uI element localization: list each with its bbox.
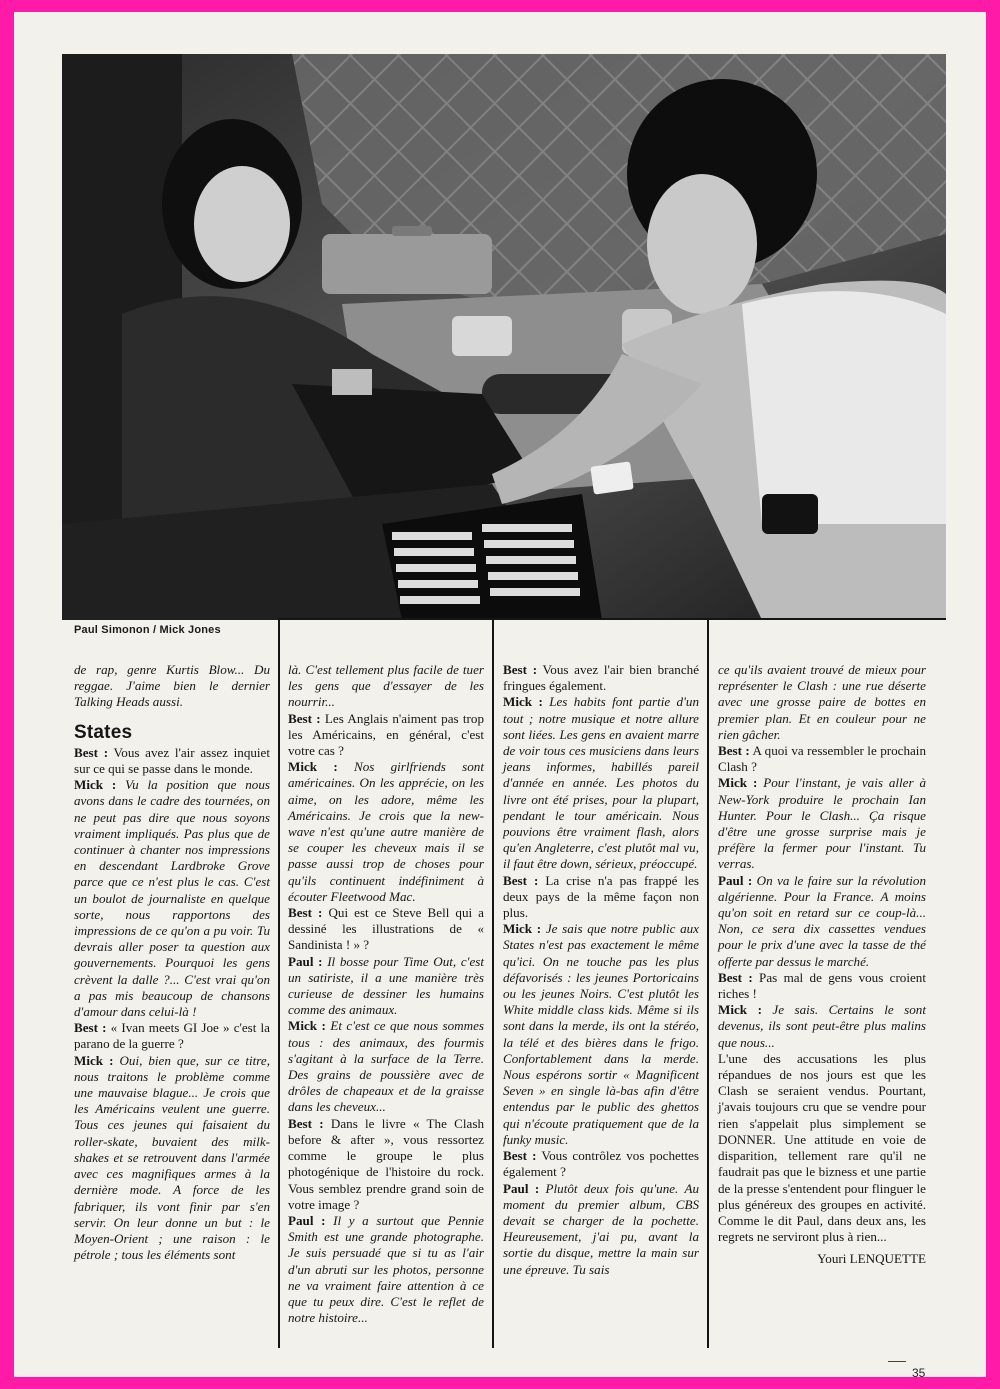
answer-text: Oui, bien que, sur ce titre, nous traitons le problème comme une mauvaise blague... Je crois que les Américains veulent une guerre. Tous ces jeunes qui faisaient du roller-skate, buvaient des milk-shakes et se retrouvent dans l'armée avec ces magnifiques armes à la dernière mode. A force de les fabriquer, ils vont finir par s'en servir. On leur donne un but : le Moyen-Orient ; une raison : le pétrole ; tous les éléments sont [74, 1052, 270, 1263]
column-rule-1 [278, 618, 280, 1348]
answer-text: Je sais. Certains le sont devenus, ils sont peut-être plus malins que nous... [718, 1002, 926, 1050]
question-text: Qui est ce Steve Bell qui a dessiné les illustrations de « Sandinista ! » ? [288, 905, 484, 953]
question-text: Vous contrôlez vos pochettes également ? [503, 1148, 699, 1180]
question-text: « Ivan meets GI Joe » c'est la parano de la guerre ? [74, 1020, 270, 1052]
column-rule-2 [492, 618, 494, 1348]
answer-text: Pour l'instant, je vais aller à New-York produire le prochain Ian Hunter. Pour le Clash... Ça risque d'être une grosse surprise mais je préfère la fermer pour l'instant. Tu verras. [718, 775, 926, 872]
speaker-label: Paul : [718, 872, 753, 888]
answer-text: Il bosse pour Time Out, c'est un satiriste, il a une manière très curieuse de dessiner les humains comme des animaux. [288, 953, 484, 1018]
photo-caption: Paul Simonon / Mick Jones [74, 624, 221, 636]
article-grid [62, 618, 946, 1358]
question [288, 1116, 484, 1213]
speaker-label: Best : [718, 969, 753, 985]
speaker-label: Mick : [74, 777, 117, 793]
section-heading: States [74, 721, 133, 743]
speaker-label: Paul : [288, 953, 323, 969]
article-column-1 [74, 662, 270, 1263]
speaker-label: Best : [503, 662, 538, 677]
question [503, 873, 699, 922]
answer-text: Les habits font partie d'un tout ; notre musique et notre allure sont liées. Les gens en avaient marre de voir tous ces musiciens dans leurs jeans informes, habillés pareil d'année en année. Les photos du livre ont été prises, pour la plupart, pendant le tour américain. Nous pouvions être vraiment flash, alors qu'en Angleterre, c'est plutôt mal vu, il faut être down, sérieux, préoccupé. [503, 694, 699, 872]
speaker-label: Paul : [503, 1180, 540, 1196]
question [503, 1148, 699, 1180]
speaker-label: Mick : [503, 921, 542, 937]
speaker-label: Mick : [718, 775, 758, 791]
answer-text: On va le faire sur la révolution algérienne. Pour la France. A moins qu'on soit en retard sur ce coup-là... Non, ce sera dix cassettes vendues pour le prix d'une avec la tasse de thé offerte par dessus le marché. [718, 872, 926, 969]
speaker-label: Best : [288, 1115, 324, 1131]
question-text: Vous avez l'air assez inquiet sur ce qui se passe dans le monde. [74, 744, 271, 777]
answer [74, 1053, 270, 1264]
question [74, 745, 270, 777]
footer-rule [888, 1361, 906, 1362]
answer-text: Plutôt deux fois qu'une. Au moment du premier album, CBS devait se charger de la pochette. Heureusement, j'ai pu, avant la sortie du disque, mettre la main sur une épreuve. Tu sais [503, 1180, 699, 1277]
question [74, 1020, 270, 1052]
speaker-label: Best : [288, 710, 321, 726]
top-rule [280, 618, 946, 620]
article-column-2 [288, 662, 484, 1326]
speaker-label: Mick : [288, 1018, 326, 1034]
photo-illustration [62, 54, 946, 620]
answer [718, 873, 926, 970]
question [288, 905, 484, 954]
answer [288, 759, 484, 905]
magazine-page [14, 12, 986, 1377]
closing-paragraph: L'une des accusations les plus répandues de nos jours est que les Clash se seraient vendus. Pourtant, j'avais toujours cru que se vendre pour rien s'appelait plus simplement se DONNER. Une attitude en voie de disparition, tellement rare qu'il ne faudrait pas que le bizness et une partie de la presse s'entendent pour flinguer le plus généreux des groupes en activité. Comme le dit Paul, dans deux ans, les regrets ne serviront plus à rien... [718, 1050, 926, 1245]
speaker-label: Best : [74, 744, 109, 760]
speaker-label: Mick : [288, 759, 338, 775]
speaker-label: Best : [503, 872, 539, 888]
answer-text: Je sais que notre public aux States n'est pas exactement le même qu'ici. On ne touche pas les plus défavorisés : les jeunes Portoricains ou les jeunes Noirs. C'est plutôt les White middle class kids. Même si ils sont dans la merde, ils ont la stéréo, la télé et des bières dans le frigo. Confortablement dans la merde. Nous espérons sortir « Magnificent Seven » en single là-bas afin d'être entendus par le public des ghettos qui n'écoute pratiquement que de la funky music. [503, 921, 699, 1147]
page-number: 35 [912, 1366, 926, 1377]
answer [288, 954, 484, 1019]
column-rule-3 [707, 618, 709, 1348]
speaker-label: Mick : [718, 1002, 762, 1018]
speaker-label: Best : [503, 1148, 537, 1164]
answer-text: Vu la position que nous avons dans le cadre des tournées, on ne peut pas dire que nous soyons vraiment impliqués. Pas plus que de continuer à chanter nos impressions en descendant Lardbroke Grove parce que ce n'est plus le cas. C'est un boulot de journaliste en quelque sorte, nous rapportons des impressions de ce qu'on a pu voir. Tu devrais aller poser ta question aux gouvernements. Pourquoi les gens crèvent la dalle ?... C'est vrai qu'on a pas mis beaucoup de chansons d'amour dans celui-là ! [74, 777, 270, 1020]
answer [288, 1213, 484, 1326]
article-column-3 [503, 662, 699, 1278]
answer [718, 1002, 926, 1051]
question-text: A quoi va ressembler le prochain Clash ? [718, 743, 926, 775]
answer [503, 1181, 699, 1278]
paragraph: de rap, genre Kurtis Blow... Du reggae. J'aime bien le dernier Talking Heads aussi. [74, 662, 270, 710]
answer [503, 694, 699, 872]
question-text: Pas mal de gens vous croient riches ! [718, 969, 926, 1002]
answer-text: Il y a surtout que Pennie Smith est une grande photographe. Je suis persuadé que si tu as l'air d'un abruti sur les photos, personne ne va vraiment faire attention à ce que tu peux dire. C'est le reflet de notre histoire... [288, 1212, 484, 1326]
answer [288, 1018, 484, 1115]
speaker-label: Paul : [288, 1212, 326, 1228]
answer [718, 775, 926, 872]
answer [503, 921, 699, 1148]
question-text: Dans le livre « The Clash before & after », vous ressortez comme le groupe le plus photogénique de l'histoire du rock. Vous semblez prendre grand soin de votre image ? [288, 1115, 484, 1212]
question [718, 970, 926, 1002]
question-text: Vous avez l'air bien branché fringues également. [503, 662, 700, 694]
band-photo [62, 54, 946, 620]
paragraph: là. C'est tellement plus facile de tuer les gens que d'essayer de les nourrir... [288, 662, 484, 710]
speaker-label: Best : [718, 743, 750, 759]
speaker-label: Mick : [503, 694, 543, 710]
article-column-4 [718, 662, 926, 1268]
speaker-label: Best : [74, 1020, 107, 1036]
author-signature: Youri LENQUETTE [817, 1251, 926, 1267]
paragraph: ce qu'ils avaient trouvé de mieux pour représenter le Clash : une rue déserte avec une grosse paire de bottes en premier plan. Et en couleur pour ne rien gâcher. [718, 662, 926, 742]
answer-text: Nos girlfriends sont américaines. On les apprécie, on les aime, on les adore, même les Américains. Je crois que la new-wave n'est qu'une autre manière de se couper les cheveux mais il se passe aussi trop de choses pour qu'ils continuent indéfiniment à écouter Fleetwood Mac. [288, 759, 484, 904]
question [288, 711, 484, 760]
answer [74, 777, 270, 1020]
answer-text: Et c'est ce que nous sommes tous : des animaux, des fourmis s'agitant à la surface de la Terre. Des grains de poussière avec de drôles de chapeaux et de la graisse dans les cheveux... [288, 1018, 484, 1115]
question-text: Les Anglais n'aiment pas trop les Américains, en général, c'est votre cas ? [288, 710, 484, 759]
speaker-label: Mick : [74, 1052, 114, 1068]
question [503, 662, 699, 694]
question-text: La crise n'a pas frappé les deux pays de la même façon non plus. [503, 872, 699, 921]
speaker-label: Best : [288, 905, 323, 921]
question [718, 743, 926, 775]
